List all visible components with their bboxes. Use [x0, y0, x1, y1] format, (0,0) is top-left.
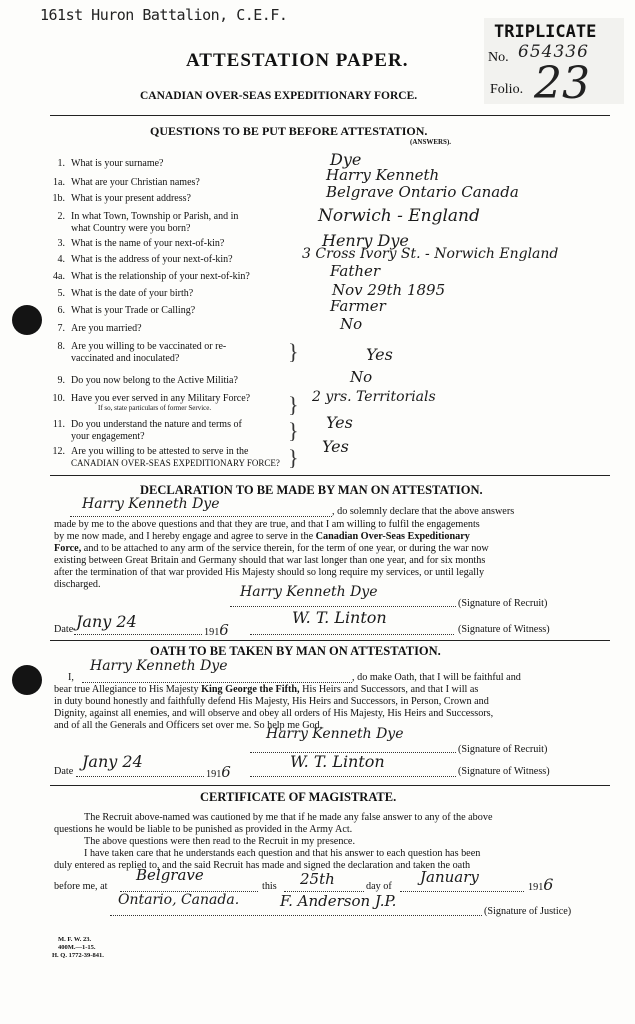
question-row [50, 375, 238, 386]
oath-date: Jany 24 [82, 752, 143, 771]
brace-q11: } [288, 418, 299, 443]
document-subtitle: CANADIAN OVER-SEAS EXPEDITIONARY FORCE. [140, 90, 418, 102]
declaration-line-5: existing between Great Britain and Germany should that war last longer than one year, and for six months [54, 555, 486, 566]
oath-line-1: , do make Oath, that I will be faithful and [352, 672, 521, 683]
declaration-line-1: , do solemnly declare that the above answers [332, 506, 515, 517]
question-text-continued: If so, state particulars of former Service. [98, 404, 212, 412]
rule-oath [50, 785, 610, 786]
question-answer: Yes [366, 345, 393, 364]
question-answer: Farmer [330, 297, 386, 315]
declaration-year [204, 621, 229, 639]
question-row [50, 288, 193, 299]
punch-hole-top [12, 305, 42, 335]
regimental-number-label: No. [488, 50, 509, 65]
oath-recruit-signature: Harry Kenneth Dye [266, 726, 404, 742]
before-me-label: before me, at [54, 881, 108, 892]
declaration-name: Harry Kenneth Dye [82, 496, 220, 512]
question-answer: Belgrave Ontario Canada [326, 183, 519, 201]
battalion-stamp: 161st Huron Battalion, C.E.F. [40, 6, 288, 24]
question-number: 7. [57, 323, 65, 334]
question-answer: Henry Dye [322, 231, 409, 250]
rule-declaration [50, 640, 610, 641]
question-number: 4. [57, 254, 65, 265]
oath-witness-line [250, 776, 456, 777]
declaration-date-line [74, 634, 202, 635]
question-row [50, 393, 250, 404]
declaration-year-suffix: 6 [219, 621, 229, 639]
question-answer: No [340, 315, 363, 333]
hq-reference: H. Q. 1772-39-841. [52, 952, 104, 959]
question-answer: Dye [330, 150, 362, 169]
justice-line [110, 915, 482, 916]
magistrate-month: January [420, 868, 479, 886]
oath-pronoun: I, [68, 672, 74, 683]
question-number: 1b. [52, 193, 65, 204]
declaration-recruit-signature: Harry Kenneth Dye [240, 584, 378, 600]
oath-line-2a: bear true Allegiance to His Majesty [54, 684, 202, 695]
brace-q8: } [288, 339, 299, 364]
declaration-heading: DECLARATION TO BE MADE BY MAN ON ATTESTATION. [140, 483, 483, 497]
magistrate-line-1: The Recruit above-named was cautioned by me that if he made any false answer to any of the above [84, 812, 493, 823]
oath-heading: OATH TO BE TAKEN BY MAN ON ATTESTATION. [150, 644, 441, 658]
declaration-name-line [70, 516, 332, 517]
question-answer: Yes [326, 413, 353, 432]
declaration-recruit-line [230, 606, 456, 607]
answers-label: (ANSWERS). [410, 138, 452, 146]
magistrate-day: 25th [300, 870, 335, 888]
question-answer: Nov 29th 1895 [332, 281, 446, 299]
declaration-date-label: Date [54, 624, 74, 635]
form-code: M. F. W. 23. [58, 936, 92, 943]
declaration-recruit-label: (Signature of Recruit) [458, 598, 548, 609]
oath-line-2 [54, 684, 478, 696]
question-number: 5. [57, 288, 65, 299]
question-number: 12. [52, 446, 65, 457]
magistrate-line-3: The above questions were then read to the Recruit in my presence. [84, 836, 356, 847]
question-text: Are you married? [71, 323, 142, 334]
question-number: 1. [57, 158, 65, 169]
declaration-line-6: after the termination of that war provided His Majesty should so long require my services, or until legally [54, 567, 485, 578]
question-number: 11. [52, 419, 65, 430]
day-of-label: day of [366, 881, 392, 892]
regimental-number: 654336 [518, 42, 589, 62]
question-answer: No [350, 368, 373, 386]
declaration-line-2: made by me to the above questions and that they are true, and that I am willing to fulfil the engagements [54, 519, 480, 530]
question-row [50, 446, 248, 457]
question-number: 2. [57, 211, 65, 222]
question-text: Do you understand the nature and terms of [71, 419, 242, 430]
question-answer: 2 yrs. Territorials [312, 389, 436, 405]
question-text: Are you willing to be attested to serve in the [71, 446, 249, 457]
oath-year [206, 763, 231, 781]
question-text: Do you now belong to the Active Militia? [71, 375, 238, 386]
question-answer: Yes [322, 437, 349, 456]
oath-recruit-label: (Signature of Recruit) [458, 744, 548, 755]
triplicate-stamp: TRIPLICATE [494, 22, 597, 42]
question-row [50, 193, 191, 204]
question-number: 9. [57, 375, 65, 386]
question-text: What is the relationship of your next-of-kin? [71, 271, 250, 282]
question-text: Have you ever served in any Military Force? [71, 393, 251, 404]
oath-name: Harry Kenneth Dye [90, 658, 228, 674]
oath-date-label: Date [54, 766, 74, 777]
declaration-line-3 [54, 531, 470, 543]
declaration-line-4a: Force, [54, 543, 82, 554]
question-row [50, 419, 242, 430]
question-row [50, 271, 250, 282]
declaration-line-7: discharged. [54, 579, 101, 590]
magistrate-line-2: questions he would be liable to be punished as provided in the Army Act. [54, 824, 353, 835]
question-row [50, 211, 238, 222]
magistrate-place-2: Ontario, Canada. [118, 892, 240, 908]
question-text: What is your surname? [71, 158, 164, 169]
declaration-line-4 [54, 543, 489, 555]
declaration-year-prefix: 191 [204, 627, 220, 638]
oath-line-5: and of all the Generals and Officers set over me. So help me God. [54, 720, 323, 731]
oath-line-4: Dignity, against all enemies, and will observe and obey all orders of His Majesty, His Heirs and Successors, [54, 708, 494, 719]
declaration-line-3a: by me now made, and I hereby engage and agree to serve in the [54, 531, 316, 542]
magistrate-heading: CERTIFICATE OF MAGISTRATE. [200, 790, 397, 804]
declaration-witness-label: (Signature of Witness) [458, 624, 550, 635]
question-answer: Norwich - England [318, 206, 480, 226]
folio-label: Folio. [490, 82, 524, 97]
question-text: What is your Trade or Calling? [71, 305, 196, 316]
oath-witness-signature: W. T. Linton [290, 752, 385, 771]
question-number: 8. [57, 341, 65, 352]
magistrate-year [528, 875, 554, 894]
question-answer: Harry Kenneth [326, 166, 440, 184]
magistrate-line-5: duly entered as replied to, and the said Recruit has made and signed the declaration and taken the oath [54, 860, 471, 871]
question-row [50, 254, 233, 265]
question-answer: Father [330, 262, 381, 280]
question-text-continued: what Country were you born? [71, 223, 191, 234]
justice-signature: F. Anderson J.P. [280, 892, 397, 910]
question-text-continued: your engagement? [71, 431, 145, 442]
oath-line-3: in duty bound honestly and faithfully defend His Majesty, His Heirs and Successors, in Person, Crown and [54, 696, 489, 707]
question-number: 6. [57, 305, 65, 316]
question-answer: 3 Cross Ivory St. - Norwich England [302, 246, 559, 262]
oath-date-line [76, 776, 204, 777]
question-text: In what Town, Township or Parish, and in [71, 211, 239, 222]
rule-header [50, 115, 610, 116]
question-row [50, 341, 226, 352]
justice-label: (Signature of Justice) [484, 906, 572, 917]
question-row [50, 323, 142, 334]
brace-q10: } [288, 392, 299, 417]
question-text-continued: vaccinated and inoculated? [71, 353, 180, 364]
question-text-continued: CANADIAN OVER-SEAS EXPEDITIONARY FORCE? [71, 458, 280, 468]
this-label: this [262, 881, 277, 892]
question-text: What are your Christian names? [71, 177, 200, 188]
brace-q12: } [288, 445, 299, 470]
question-text: Are you willing to be vaccinated or re- [71, 341, 227, 352]
question-text: What is the name of your next-of-kin? [71, 238, 225, 249]
punch-hole-bottom [12, 665, 42, 695]
magistrate-year-suffix: 6 [543, 875, 554, 894]
oath-line-2b: King George the Fifth, [201, 684, 300, 695]
oath-year-prefix: 191 [206, 769, 222, 780]
magistrate-place: Belgrave [136, 866, 204, 884]
magistrate-month-line [400, 891, 524, 892]
magistrate-line-4: I have taken care that he understands each question and that his answer to each question has been [84, 848, 481, 859]
magistrate-year-prefix: 191 [528, 882, 544, 893]
oath-year-suffix: 6 [221, 763, 231, 781]
question-number: 1a. [53, 177, 65, 188]
rule-questions [50, 475, 610, 476]
declaration-line-4b: and to be attached to any arm of the service therein, for the term of one year, or during the war now [81, 543, 489, 554]
question-row [50, 158, 163, 169]
question-number: 4a. [53, 271, 65, 282]
oath-name-line [82, 682, 352, 683]
declaration-date: Jany 24 [76, 612, 137, 631]
oath-line-2c: His Heirs and Successors, and that I will as [299, 684, 479, 695]
declaration-witness-line [250, 634, 454, 635]
oath-witness-label: (Signature of Witness) [458, 766, 550, 777]
declaration-witness-signature: W. T. Linton [292, 608, 387, 627]
question-text: What is your present address? [71, 193, 191, 204]
question-text: What is the date of your birth? [71, 288, 194, 299]
print-run: 400M.—1-15. [58, 944, 96, 951]
question-text: What is the address of your next-of-kin? [71, 254, 233, 265]
document-title: ATTESTATION PAPER. [186, 50, 409, 71]
folio-number: 23 [534, 58, 590, 109]
question-row [50, 177, 200, 188]
question-row [50, 305, 195, 316]
question-number: 10. [52, 393, 65, 404]
question-number: 3. [57, 238, 65, 249]
question-row [50, 238, 224, 249]
declaration-line-3b: Canadian Over-Seas Expeditionary [315, 531, 470, 542]
questions-heading: QUESTIONS TO BE PUT BEFORE ATTESTATION. [150, 124, 428, 138]
